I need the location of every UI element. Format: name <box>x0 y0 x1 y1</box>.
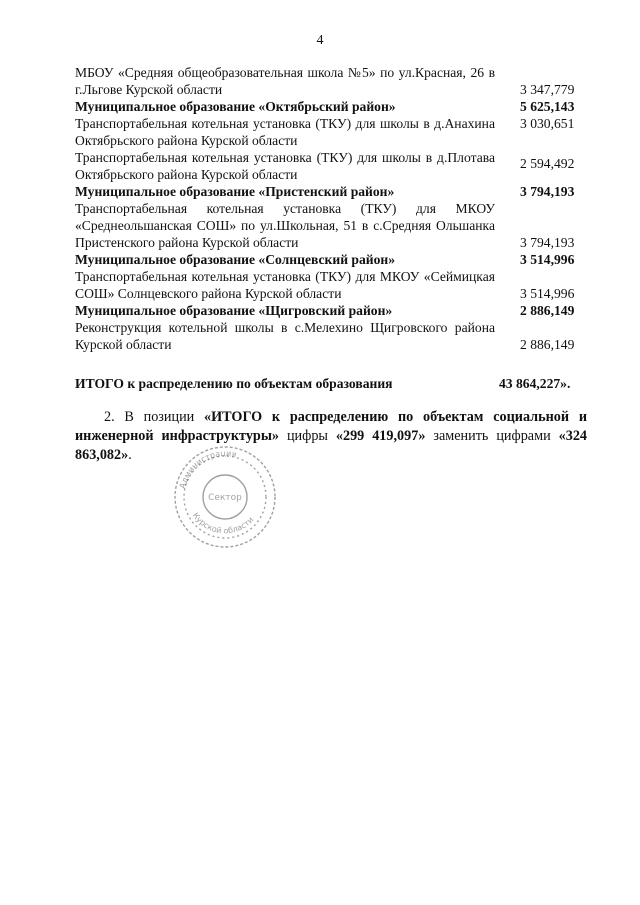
table-row <box>75 115 615 149</box>
table-row <box>75 268 615 302</box>
official-stamp <box>170 442 280 552</box>
row-value: 2 886,149 <box>520 303 575 318</box>
table-row-district <box>75 183 615 200</box>
row-name: Муниципальное образование «Щигровский район» <box>75 303 393 318</box>
row-name: Транспортабельная котельная установка (ТКУ) для МКОУ «Среднеольшанская СОШ» по ул.Школьная, 51 в с.Средняя Ольшанка Пристенского района Курской области <box>75 201 495 250</box>
paragraph-lead: 2. В позиции <box>104 409 205 425</box>
svg-text:Курской области <box>191 511 256 535</box>
old-value: «299 419,097» <box>335 428 426 444</box>
table-row <box>75 319 615 353</box>
row-name: Муниципальное образование «Солнцевский район» <box>75 252 396 267</box>
total-label: ИТОГО к распределению по объектам образования <box>75 376 393 391</box>
row-name: Транспортабельная котельная установка (ТКУ) для МКОУ «Сеймицкая СОШ» Солнцевского района Курской области <box>75 269 495 301</box>
paragraph-mid1: цифры <box>279 428 336 444</box>
total-row <box>75 375 615 392</box>
stamp-top-text: Администрация <box>177 448 238 490</box>
table-row-district <box>75 98 615 115</box>
row-value: 3 347,779 <box>520 82 575 97</box>
paragraph-end: . <box>128 447 132 463</box>
stamp-center-text: Сектор <box>208 493 242 503</box>
table-row-district <box>75 251 615 268</box>
row-name: Муниципальное образование «Пристенский район» <box>75 184 395 199</box>
row-name: МБОУ «Средняя общеобразовательная школа №5» по ул.Красная, 26 в г.Льгове Курской области <box>75 65 495 97</box>
row-value: 3 030,651 <box>520 116 575 131</box>
page-number: 4 <box>316 33 324 48</box>
paragraph-bold-phrase: «ИТОГО к распределению по объектам социальной и инженерной инфраструктуры» <box>75 409 587 444</box>
row-name: Муниципальное образование «Октябрьский район» <box>75 99 396 114</box>
table-row <box>75 64 615 98</box>
row-name: Реконструкция котельной школы в с.Мелехино Щигровского района Курской области <box>75 320 495 352</box>
allocation-table <box>75 64 615 392</box>
new-value: «324 863,082» <box>75 428 587 463</box>
stamp-seal-icon <box>170 442 280 552</box>
row-value: 3 794,193 <box>520 235 575 250</box>
table-row <box>75 149 615 183</box>
amendment-paragraph <box>75 408 587 465</box>
paragraph-mid2: заменить цифрами <box>425 428 559 444</box>
row-value: 2 886,149 <box>520 337 575 352</box>
row-value: 5 625,143 <box>520 99 575 114</box>
row-value: 3 514,996 <box>520 286 575 301</box>
row-value: 3 794,193 <box>520 184 575 199</box>
row-value: 3 514,996 <box>520 252 575 267</box>
row-value: 2 594,492 <box>520 156 575 171</box>
table-row <box>75 200 615 251</box>
row-name: Транспортабельная котельная установка (ТКУ) для школы в д.Плотава Октябрьского района Курской области <box>75 150 495 182</box>
row-name: Транспортабельная котельная установка (ТКУ) для школы в д.Анахина Октябрьского района Курской области <box>75 116 495 148</box>
stamp-bottom-text: Курской области <box>190 511 256 536</box>
total-value: 43 864,227». <box>499 376 571 391</box>
table-row-district <box>75 302 615 319</box>
